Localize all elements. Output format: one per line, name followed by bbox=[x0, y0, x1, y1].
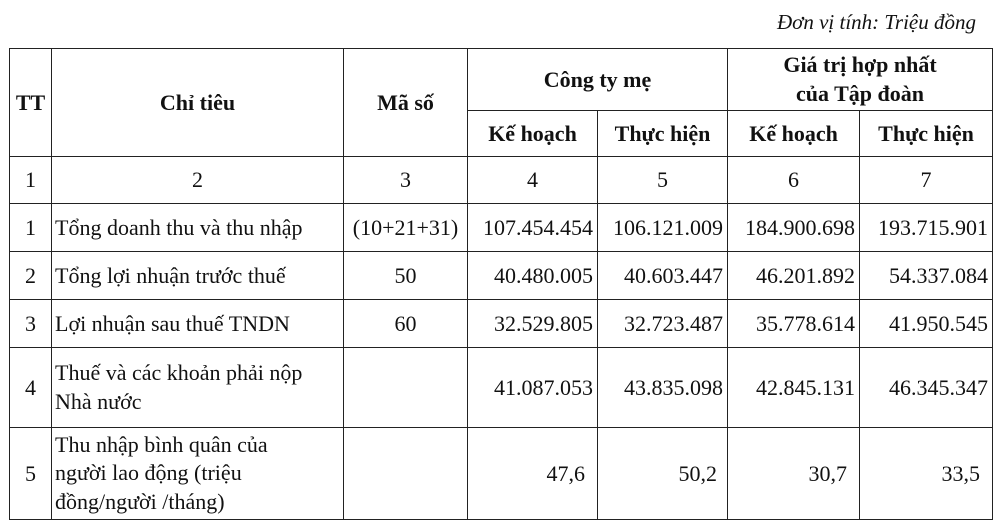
row-tt: 1 bbox=[10, 204, 52, 252]
header-ke-hoach-hn: Kế hoạch bbox=[728, 111, 860, 157]
row-chi-tieu bbox=[52, 348, 344, 428]
header-chi-tieu: Chỉ tiêu bbox=[52, 49, 344, 157]
row-ctm-thuc-hien: 43.835.098 bbox=[598, 348, 728, 428]
row-chi-tieu: Lợi nhuận sau thuế TNDN bbox=[52, 300, 344, 348]
row-ctm-ke-hoach: 107.454.454 bbox=[468, 204, 598, 252]
row-ma-so: 50 bbox=[344, 252, 468, 300]
index-cell: 7 bbox=[860, 157, 993, 204]
row-ma-so: (10+21+31) bbox=[344, 204, 468, 252]
row-hn-thuc-hien: 54.337.084 bbox=[860, 252, 993, 300]
row-ctm-ke-hoach: 47,6 bbox=[468, 428, 598, 520]
header-hop-nhat-line1: Giá trị hợp nhất bbox=[783, 52, 937, 78]
unit-note: Đơn vị tính: Triệu đồng bbox=[776, 10, 976, 34]
header-cong-ty-me: Công ty mẹ bbox=[468, 49, 728, 111]
header-hop-nhat bbox=[728, 49, 993, 111]
row-ctm-ke-hoach: 41.087.053 bbox=[468, 348, 598, 428]
row-ctm-thuc-hien: 50,2 bbox=[598, 428, 728, 520]
header-thuc-hien-ctm: Thực hiện bbox=[598, 111, 728, 157]
financial-table bbox=[9, 48, 993, 520]
row-hn-ke-hoach: 46.201.892 bbox=[728, 252, 860, 300]
row-chi-tieu: Tổng doanh thu và thu nhập bbox=[52, 204, 344, 252]
header-thuc-hien-hn: Thực hiện bbox=[860, 111, 993, 157]
row-tt: 5 bbox=[10, 428, 52, 520]
table-row bbox=[10, 348, 993, 428]
header-tt: TT bbox=[10, 49, 52, 157]
row-ctm-thuc-hien: 32.723.487 bbox=[598, 300, 728, 348]
row-chi-tieu-line: đồng/người /tháng) bbox=[55, 488, 225, 514]
row-hn-ke-hoach: 30,7 bbox=[728, 428, 860, 520]
row-hn-thuc-hien: 33,5 bbox=[860, 428, 993, 520]
header-ma-so: Mã số bbox=[344, 49, 468, 157]
header-row-1 bbox=[10, 49, 993, 111]
row-ma-so bbox=[344, 348, 468, 428]
row-ctm-thuc-hien: 40.603.447 bbox=[598, 252, 728, 300]
table-row bbox=[10, 204, 993, 252]
row-hn-ke-hoach: 42.845.131 bbox=[728, 348, 860, 428]
row-chi-tieu: Tổng lợi nhuận trước thuế bbox=[52, 252, 344, 300]
row-chi-tieu-line: người lao động (triệu bbox=[55, 460, 242, 486]
header-hop-nhat-line2: của Tập đoàn bbox=[796, 80, 925, 106]
row-hn-thuc-hien: 41.950.545 bbox=[860, 300, 993, 348]
row-tt: 2 bbox=[10, 252, 52, 300]
row-ctm-ke-hoach: 32.529.805 bbox=[468, 300, 598, 348]
row-hn-thuc-hien: 46.345.347 bbox=[860, 348, 993, 428]
row-chi-tieu-line: Thu nhập bình quân của bbox=[55, 432, 268, 458]
row-ma-so bbox=[344, 428, 468, 520]
index-cell: 4 bbox=[468, 157, 598, 204]
table-row bbox=[10, 300, 993, 348]
row-ctm-ke-hoach: 40.480.005 bbox=[468, 252, 598, 300]
header-ke-hoach-ctm: Kế hoạch bbox=[468, 111, 598, 157]
row-chi-tieu bbox=[52, 428, 344, 520]
row-ctm-thuc-hien: 106.121.009 bbox=[598, 204, 728, 252]
row-hn-ke-hoach: 35.778.614 bbox=[728, 300, 860, 348]
index-cell: 1 bbox=[10, 157, 52, 204]
row-tt: 4 bbox=[10, 348, 52, 428]
index-cell: 5 bbox=[598, 157, 728, 204]
table-row bbox=[10, 428, 993, 520]
row-tt: 3 bbox=[10, 300, 52, 348]
row-chi-tieu-line: Thuế và các khoản phải nộp bbox=[55, 360, 303, 386]
row-ma-so: 60 bbox=[344, 300, 468, 348]
table-row bbox=[10, 252, 993, 300]
index-cell: 3 bbox=[344, 157, 468, 204]
row-hn-ke-hoach: 184.900.698 bbox=[728, 204, 860, 252]
index-cell: 2 bbox=[52, 157, 344, 204]
row-hn-thuc-hien: 193.715.901 bbox=[860, 204, 993, 252]
index-cell: 6 bbox=[728, 157, 860, 204]
row-chi-tieu-line: Nhà nước bbox=[55, 388, 142, 414]
index-row bbox=[10, 157, 993, 204]
